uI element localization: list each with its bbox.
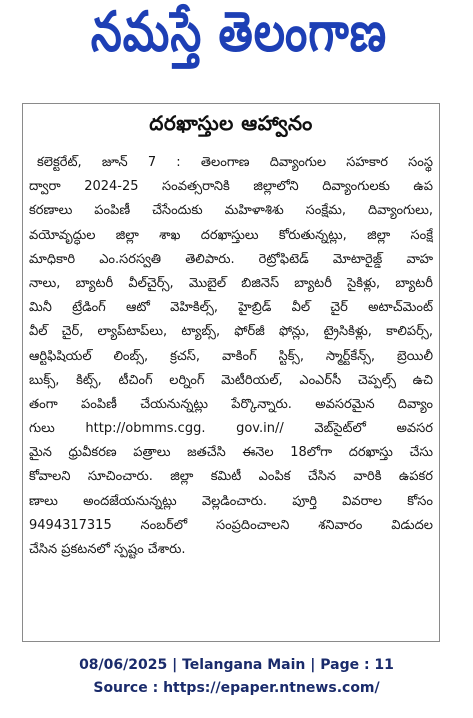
- article-line-4: వయోవృద్ధుల జిల్లా శాఖ దరఖాస్తులు కోరుతున్నట్లు, జిల్లా సంక్షే: [29, 227, 433, 243]
- article-line-13: మైన ధ్రువీకరణ పత్రాలు జతచేసి ఈనెల 18లోగా దరఖాస్తు చేసు: [29, 445, 433, 461]
- article-headline: దరఖాస్తుల ఆహ్వానం: [149, 111, 313, 135]
- article-line-16: 9494317315 నంబర్‌లో సంప్రదించాలని శనివారం విడుదల: [29, 517, 433, 533]
- edition-info: 08/06/2025 | Telangana Main | Page : 11: [79, 657, 394, 673]
- article-body: [29, 151, 433, 562]
- article-line-9: ఆర్టిఫిషియల్ లింబ్స్, క్రచస్, వాకింగ్ స్టిక్స్, స్మార్ట్‌కేన్స్, బ్రెయిలీ: [29, 348, 433, 364]
- article-line-6: నాలు, బ్యాటరీ వీల్‌చైర్స్, మొబైల్ బిజినెస్ బ్యాటరీ సైకిళ్లు, బ్యాటరీ: [29, 275, 433, 291]
- news-clipping: [22, 103, 440, 642]
- article-line-12: గులు http://obmms.cgg. gov.in// వెబ్‌సైట్‌లో అవసర: [29, 421, 433, 437]
- article-line-15: ణాలు అందజేయనున్నట్లు వెల్లడించారు. పూర్తి వివరాల కోసం: [29, 493, 433, 509]
- article-line-11: తంగా పంపిణీ చేయనున్నట్లు పేర్కొన్నారు. అవసరమైన దివ్యాం: [29, 396, 433, 412]
- article-line-5: మాధికారి ఎం.సరస్వతి తెలిపారు. రెట్రోఫిటెడ్ మోటారైజ్డ్ వాహ: [29, 251, 433, 267]
- article-line-3: కరణాలు పంపిణీ చేసేందుకు మహిళాశిశు సంక్షేమ, దివ్యాంగులు,: [29, 203, 433, 219]
- article-line-8: వీల్ చైర్, ల్యాప్‌టాప్‌లు, ట్యాబ్స్, ఫోర్‌జీ ఫోన్లు, ట్రైసికిళ్లు, కాలిపర్స్,: [29, 324, 433, 340]
- newspaper-masthead: [34, 0, 444, 72]
- masthead-title: నమస్తే తెలంగాణ: [90, 0, 388, 64]
- article-line-10: బుక్స్, కిట్స్, టీచింగ్ లర్నింగ్ మెటీరియల్, ఎంఎర్‌సీ చెప్పల్స్ ఉచి: [29, 372, 433, 388]
- article-line-14: కోవాలని సూచించారు. జిల్లా కమిటీ ఎంపిక చేసిన వారికి ఉపకర: [29, 469, 433, 485]
- article-line-7: మినీ ట్రేడింగ్ ఆటో వెహికిల్స్, హైబ్రిడ్ వీల్ చైర్ అటాచ్‌మెంట్: [29, 300, 433, 316]
- article-line-17: చేసిన ప్రకటనలో స్పష్టం చేశారు.: [29, 542, 186, 557]
- source-link[interactable]: Source : https://epaper.ntnews.com/: [93, 680, 380, 696]
- article-line-2: ద్వారా 2024-25 సంవత్సరానికి జిల్లాలోని దివ్యాంగులకు ఉప: [29, 179, 433, 195]
- article-line-1: కలెక్టరేట్, జూన్ 7 : తెలంగాణ దివ్యాంగుల సహకార సంస్థ: [37, 155, 433, 170]
